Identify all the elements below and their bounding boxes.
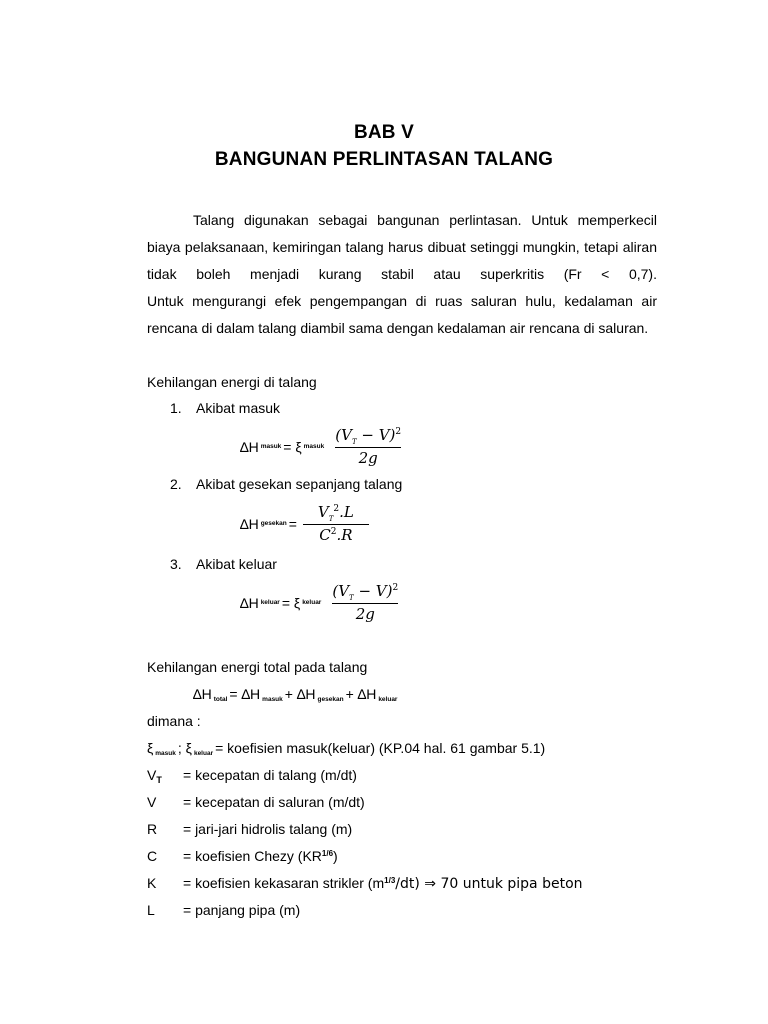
definition-text: = kecepatan di saluran (m/dt): [183, 794, 365, 810]
chapter-title: BANGUNAN PERLINTASAN TALANG: [214, 149, 554, 170]
definition-row: C = koefisien Chezy $(KR^{1/6})$: [147, 848, 338, 864]
definition-row: [147, 902, 300, 918]
formula-total-loss: ∆H $_{total}$ = ∆H $_{masuk}$ + ∆H $_{gesekan}$ + ∆H $_{keluar}$: [193, 686, 398, 703]
definition-text: = kecepatan di talang (m/dt): [183, 767, 357, 783]
list-item: [170, 476, 402, 492]
intro-paragraph-1: Talang digunakan sebagai bangunan perlintasan. Untuk memperkecil biaya pelaksanaan, kemiringan talang harus dibuat setinggi mungkin, tetapi aliran tidak boleh menjadi kurang stabil atau superkritis (Fr < 0,7).: [147, 212, 657, 282]
list-item: [170, 556, 277, 572]
fraction: $\frac{V_T^2.L}{C^2.R}$: [303, 503, 369, 544]
definition-text: = panjang pipa (m): [183, 902, 301, 918]
list-item-label: Akibat keluar: [196, 556, 277, 572]
definition-key: K: [147, 875, 157, 891]
fraction: $\frac{(V_T - V)^2}{2g}$: [332, 582, 399, 623]
total-loss-heading: Kehilangan energi total pada talang: [147, 659, 368, 675]
definition-key: R: [147, 821, 158, 837]
definitions-intro: dimana :: [147, 713, 201, 729]
definition-row: K = koefisien kekasaran strikler $(m^{1/3}/dt)$ ⇒ 70 untuk pipa beton: [147, 875, 583, 892]
chapter-heading: BAB V: [353, 122, 415, 143]
definition-text: = jari-jari hidrolis talang (m): [183, 821, 353, 837]
list-item-number: 1.: [170, 400, 182, 416]
formula-loss-friction: ∆H gesekan = $\frac{V_T^2.L}{C^2.R}$: [240, 503, 369, 544]
definition-key: C: [147, 848, 158, 864]
definition-row: [147, 794, 365, 810]
definition-coefficient: ξ $_{masuk}$ ; ξ $_{keluar}$ = koefisien masuk(keluar) (KP.04 hal. 61 gambar 5.1): [147, 740, 546, 757]
fraction: $\frac{(V_T - V)^2}{2g}$: [335, 426, 402, 467]
list-item-label: Akibat gesekan sepanjang talang: [196, 476, 403, 492]
list-item: [170, 400, 280, 416]
formula-loss-entry: ∆H masuk = ξ masuk $\frac{(V_T - V)^2}{2g}$: [240, 426, 404, 467]
definition-key: $V_T$: [147, 767, 162, 785]
list-item-label: Akibat masuk: [196, 400, 281, 416]
formula-loss-exit: ∆H keluar = ξ keluar $\frac{(V_T - V)^2}{2g}$: [240, 582, 401, 623]
definition-row: [147, 821, 352, 837]
definition-row: [147, 767, 357, 785]
intro-paragraph-2: Untuk mengurangi efek pengempangan di ruas saluran hulu, kedalaman air rencana di dalam talang diambil sama dengan kedalaman air rencana di saluran.: [147, 293, 657, 336]
list-item-number: 2.: [170, 476, 182, 492]
list-item-number: 3.: [170, 556, 182, 572]
energy-loss-heading: Kehilangan energi di talang: [147, 374, 317, 390]
definition-key: L: [147, 902, 155, 918]
definition-key: V: [147, 794, 157, 810]
